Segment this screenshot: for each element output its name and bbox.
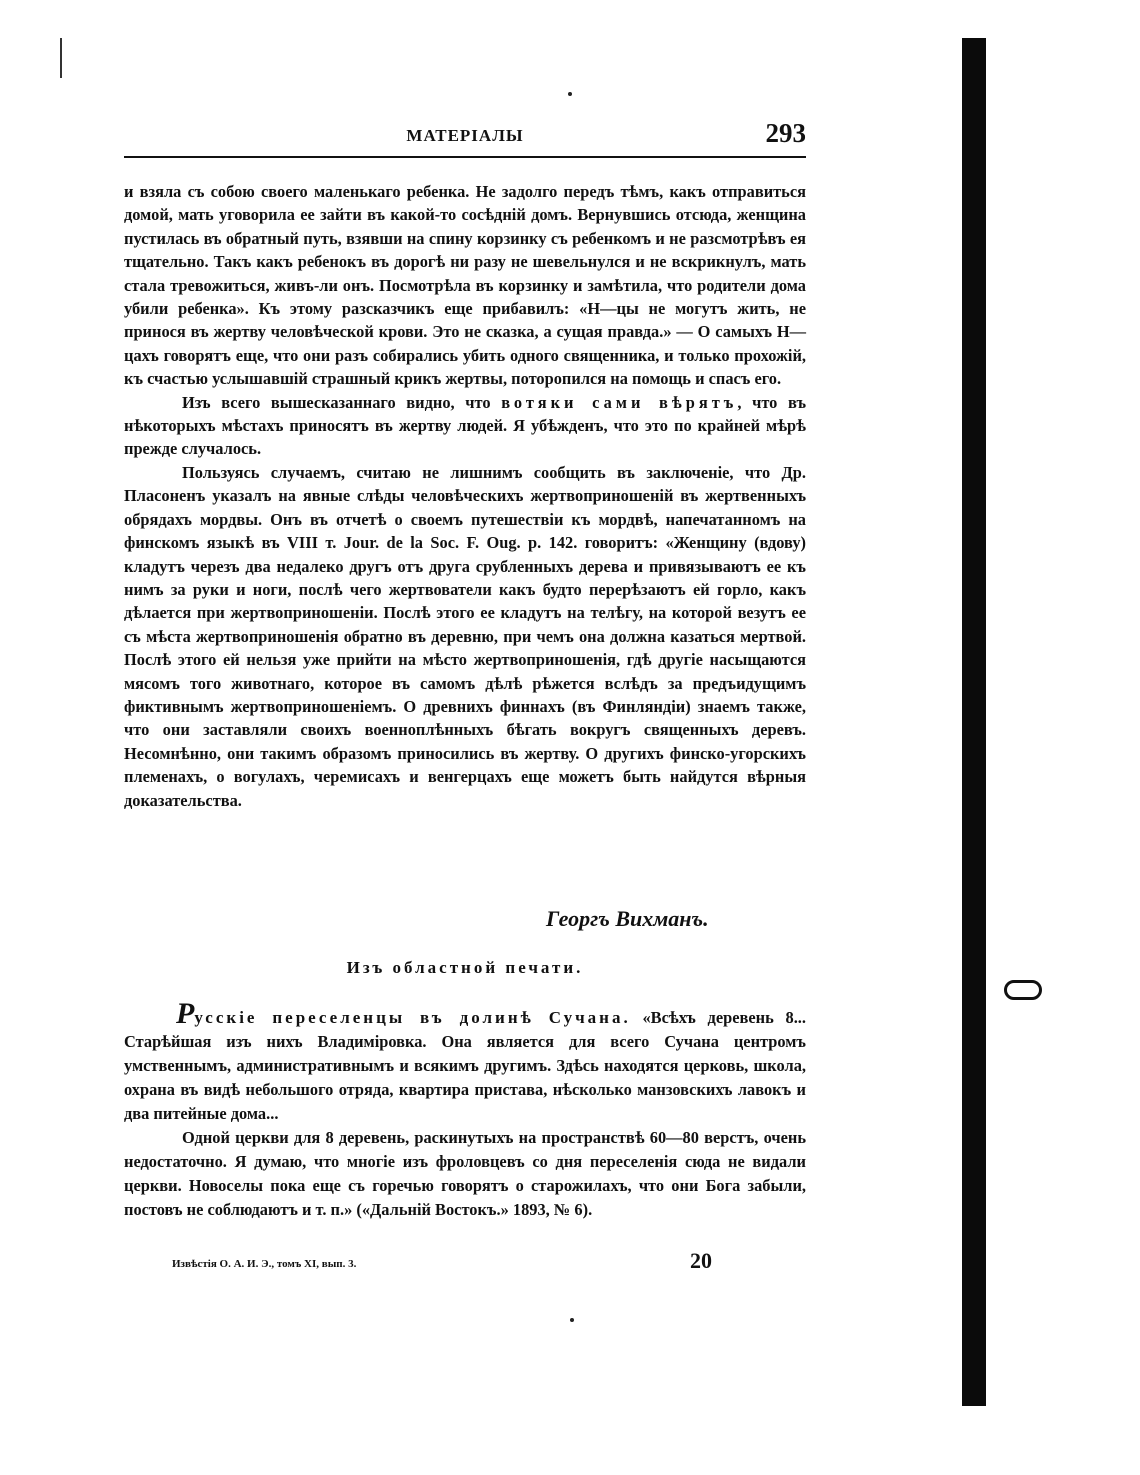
main-text bbox=[124, 180, 806, 812]
spaced-emphasis: вотяки сами вѣрятъ bbox=[501, 392, 738, 412]
running-title: МАТЕРІАЛЫ bbox=[406, 126, 524, 145]
scan-speck bbox=[568, 92, 572, 96]
page-number: 293 bbox=[765, 118, 806, 148]
paragraph: и взяла съ собою своего маленькаго ребенка. Не задолго передъ тѣмъ, какъ отправиться домой, мать уговорила ее зайти въ какой-то сосѣдній домъ. Вернувшись отсюда, женщина пустилась въ обратный путь, взявши на спину корзинку съ ребенкомъ и не разсмотрѣвъ ея тщательно. Такъ какъ ребенокъ въ дорогѣ ни разу не шевельнулся и не вскрикнулъ, мать стала тревожиться, живъ-ли онъ. Посмотрѣла въ корзинку и замѣтила, что родители дома убили ребенка». Къ этому разсказчикъ еще прибавилъ: «Н—цы не могутъ жить, не принося въ жертву человѣческой крови. Это не сказка, а сущая правда.» — О самыхъ Н—цахъ говорятъ еще, что они разъ собирались убить одного священника, и только прохожій, къ счастью услышавшій страшный крикъ жертвы, поторопился на помощь и спасъ его. bbox=[124, 182, 806, 389]
paragraph-text: «Всѣхъ деревень 8... Старѣйшая изъ нихъ Владиміровка. Она является для всего Сучана центромъ умственнымъ, административнымъ и всякимъ другимъ. Здѣсь находятся церковь, школа, охрана въ видѣ небольшого отряда, квартира пристава, нѣсколько манзовскихъ лавокъ и два питейные дома... bbox=[124, 1008, 806, 1123]
article-title: усскіе переселенцы въ долинѣ Сучана. bbox=[194, 1008, 631, 1027]
article-text bbox=[124, 997, 806, 1222]
scan-speck bbox=[570, 1318, 574, 1322]
footer-signature-line: Извѣстія О. А. И. Э., томъ XI, вып. 3. bbox=[172, 1258, 357, 1270]
paragraph-text: Изъ всего вышесказаннаго видно, что bbox=[182, 392, 502, 412]
paragraph: Одной церкви для 8 деревень, раскинутыхъ на пространствѣ 60—80 верстъ, очень недостаточно. Я думаю, что многіе изъ фроловцевъ со дня переселенія сюда не видали церкви. Новоселы пока еще съ горечью говорятъ о старожилахъ, что они Бога забыли, постовъ не соблюдаютъ и т. п.» («Дальній Востокъ.» 1893, № 6). bbox=[124, 1128, 806, 1219]
paragraph-text: , что въ нѣкоторыхъ мѣстахъ приносятъ въ жертву людей. Я убѣжденъ, что это по крайней мѣрѣ прежде случалось. bbox=[124, 392, 807, 459]
drop-cap: Р bbox=[176, 997, 195, 1030]
author-signature: Георгъ Вихманъ. bbox=[546, 906, 709, 931]
signature-number: 20 bbox=[690, 1248, 712, 1273]
paragraph bbox=[124, 391, 806, 461]
running-header bbox=[124, 118, 806, 158]
binding-mark bbox=[1004, 980, 1042, 1000]
paragraph: Пользуясь случаемъ, считаю не лишнимъ сообщить въ заключеніе, что Др. Пласоненъ указалъ на явные слѣды человѣческихъ жертвоприношеній въ жертвенныхъ обрядахъ мордвы. Онъ въ отчетѣ о своемъ путешествіи къ мордвѣ, напечатанномъ на финскомъ языкѣ въ VIII т. Jour. de la Soc. F. Oug. p. 142. говоритъ: «Женщину (вдову) кладутъ черезъ два недалеко другъ отъ друга срубленныхъ дерева и привязываютъ ее къ нимъ за руки и ноги, послѣ чего жертвователи какъ будто перерѣзаютъ ей горло, какъ дѣлается при жертвоприношеніи. Послѣ этого ее кладутъ на телѣгу, на которой везутъ ее съ мѣста жертвоприношенія обратно въ деревню, при чемъ она должна казаться мертвой. Послѣ этого ей нельзя уже прийти на мѣсто жертвоприношенія, гдѣ другіе насыщаются мясомъ того животнаго, которое въ самомъ дѣлѣ рѣжется вслѣдъ за предъидущимъ фиктивнымъ жертвоприношеніемъ. О древнихъ финнахъ (въ Финляндіи) знаемъ также, что они заставляли своихъ военноплѣнныхъ бѣгать вокругъ священныхъ деревъ. Несомнѣнно, они такимъ образомъ приносились въ жертву. О другихъ финско-угорскихъ племенахъ, о вогулахъ, черемисахъ и венгерцахъ еще можетъ быть найдутся вѣрныя доказательства. bbox=[124, 462, 806, 810]
book-binding-edge bbox=[962, 38, 986, 1406]
scan-edge-mark bbox=[60, 38, 62, 78]
paragraph bbox=[124, 997, 806, 1126]
section-title: Изъ областной печати. bbox=[346, 958, 584, 977]
